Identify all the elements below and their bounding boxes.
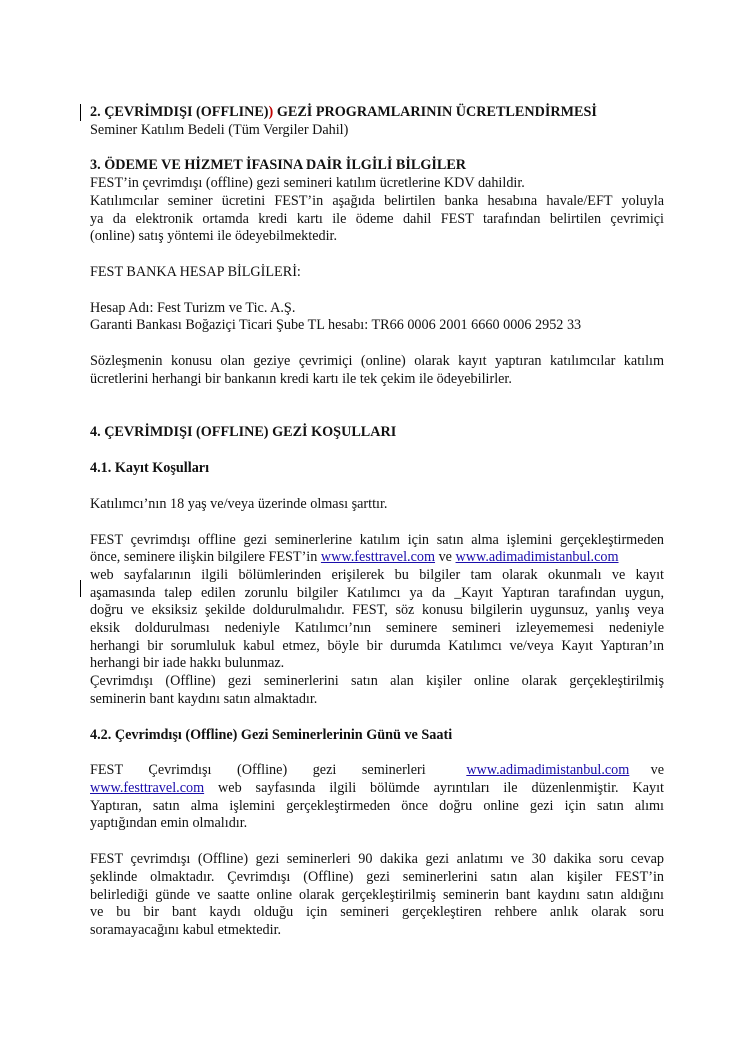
schedule-line — [90, 762, 664, 780]
iban-line: Garanti Bankası Boğaziçi Ticari Şube TL hesabı: TR66 0006 2001 6660 0006 2952 33 — [90, 317, 582, 334]
seminar-fee-line: Seminer Katılım Bedeli (Tüm Vergiler Dahil) — [90, 121, 349, 138]
registration-line: doğru ve eksiksiz şekilde doldurulmalıdır. FEST, söz konusu bilgilerin uygunsuz, yanlış veya — [90, 602, 664, 619]
duration-line: FEST çevrimdışı (Offline) gezi seminerleri 90 dakika gezi anlatımı ve 30 dakika soru cevap — [90, 851, 664, 868]
duration-line: belirlediği günde ve saatte online olarak gerçekleştirilmiş seminerin bant kaydını satın aldığını — [90, 886, 664, 903]
text: önce, seminere ilişkin bilgilere FEST’in — [90, 549, 321, 566]
registration-line — [90, 549, 664, 567]
registration-line: web sayfalarının ilgili bölümlerinden erişilerek bu bilgiler tam olarak okunmalı ve kayıt — [90, 566, 664, 583]
document-page — [90, 104, 664, 940]
text: ve — [435, 549, 456, 566]
payment-paragraph-line: Katılımcılar seminer ücretini FEST’in aşağıda belirtilen banka hesabına havale/EFT yoluyla — [90, 192, 664, 209]
adimadimistanbul-link-2[interactable]: www.adimadimistanbul.com — [466, 762, 630, 779]
change-bar-top — [80, 104, 81, 121]
card-payment-line: Sözleşmenin konusu olan geziye çevrimiçi (online) olarak kayıt yaptıran katılımcılar katılım — [90, 353, 664, 370]
card-payment-line: ücretlerini herhangi bir bankanın kredi kartı ile tek çekim ile ödeyebilirler. — [90, 370, 512, 387]
offline-purchase-line: seminerin bant kaydını satın almaktadır. — [90, 690, 318, 707]
offline-purchase-line: Çevrimdışı (Offline) gezi seminerlerini satın alan kişiler online olarak gerçekleştirilmiş — [90, 673, 664, 690]
duration-line: soramayacağını kabul etmektedir. — [90, 921, 282, 938]
text: FEST Çevrimdışı (Offline) gezi seminerleri — [90, 762, 426, 779]
bank-info-title: FEST BANKA HESAP BİLGİLERİ: — [90, 263, 301, 280]
adimadimistanbul-link[interactable]: www.adimadimistanbul.com — [455, 549, 619, 566]
registration-line: FEST çevrimdışı offline gezi seminerlerine katılım için satın alma işlemini gerçekleştirmeden — [90, 531, 664, 548]
text: ve — [629, 762, 664, 779]
vat-paragraph: FEST’in çevrimdışı (offline) gezi semineri katılım ücretlerine KDV dahildir. — [90, 175, 525, 192]
heading-text: GEZİ PROGRAMLARININ ÜCRETLENDİRMESİ — [273, 104, 597, 120]
heading-text: 2. ÇEVRİMDIŞI (OFFLINE) — [90, 104, 269, 120]
payment-paragraph-line: ya da elektronik ortamda kredi kartı ile ödeme dahil FEST tarafından belirtilen çevrimiçi — [90, 210, 664, 227]
schedule-line: yaptığından emin olmalıdır. — [90, 815, 248, 832]
section-4-1-heading: 4.1. Kayıt Koşulları — [90, 460, 210, 477]
account-name: Hesap Adı: Fest Turizm ve Tic. A.Ş. — [90, 299, 296, 316]
festtravel-link[interactable]: www.festtravel.com — [320, 549, 436, 566]
festtravel-link-2[interactable]: www.festtravel.com — [90, 779, 205, 796]
age-requirement: Katılımcı’nın 18 yaş ve/veya üzerinde olması şarttır. — [90, 495, 388, 512]
change-bar-middle — [80, 580, 81, 597]
text: web sayfasında ilgili bölümde ayrıntıları ile düzenlenmiştir. Kayıt — [204, 779, 664, 796]
payment-paragraph-line: (online) satış yöntemi ile ödeyebilmektedir. — [90, 228, 338, 245]
registration-line: aşamasında talep edilen zorunlu bilgiler Katılımcı ya da _Kayıt Yaptıran tarafından uygun, — [90, 584, 664, 601]
tracked-change-mark: ) — [268, 104, 274, 120]
schedule-line — [90, 780, 664, 798]
registration-line: herhangi bir sorumluluk kabul etmez, böyle bir durumda Katılımcı ve/veya Kayıt Yaptıran’ın — [90, 637, 664, 654]
duration-line: ve bu bir bant kaydı olduğu için semineri gerçekleştiren rehbere anlık olarak soru — [90, 904, 664, 921]
schedule-line: Yaptıran, satın alma işlemini gerçekleştirmeden önce doğru online gezi için satın alımı — [90, 797, 664, 814]
section-4-2-heading: 4.2. Çevrimdışı (Offline) Gezi Seminerlerinin Günü ve Saati — [90, 726, 453, 743]
section-4-heading: 4. ÇEVRİMDIŞI (OFFLINE) GEZİ KOŞULLARI — [90, 424, 397, 441]
section-2-heading — [90, 104, 664, 122]
registration-line: herhangi bir iade hakkı bulunmaz. — [90, 655, 285, 672]
duration-line: şeklinde olmaktadır. Çevrimdışı (Offline) gezi seminerlerini satın alan kişiler FEST’in — [90, 868, 664, 885]
section-3-heading: 3. ÖDEME VE HİZMET İFASINA DAİR İLGİLİ BİLGİLER — [90, 157, 467, 174]
registration-line: eksik doldurulması nedeniyle Katılımcı’nın seminere semineri izleyememesi nedeniyle — [90, 620, 664, 637]
